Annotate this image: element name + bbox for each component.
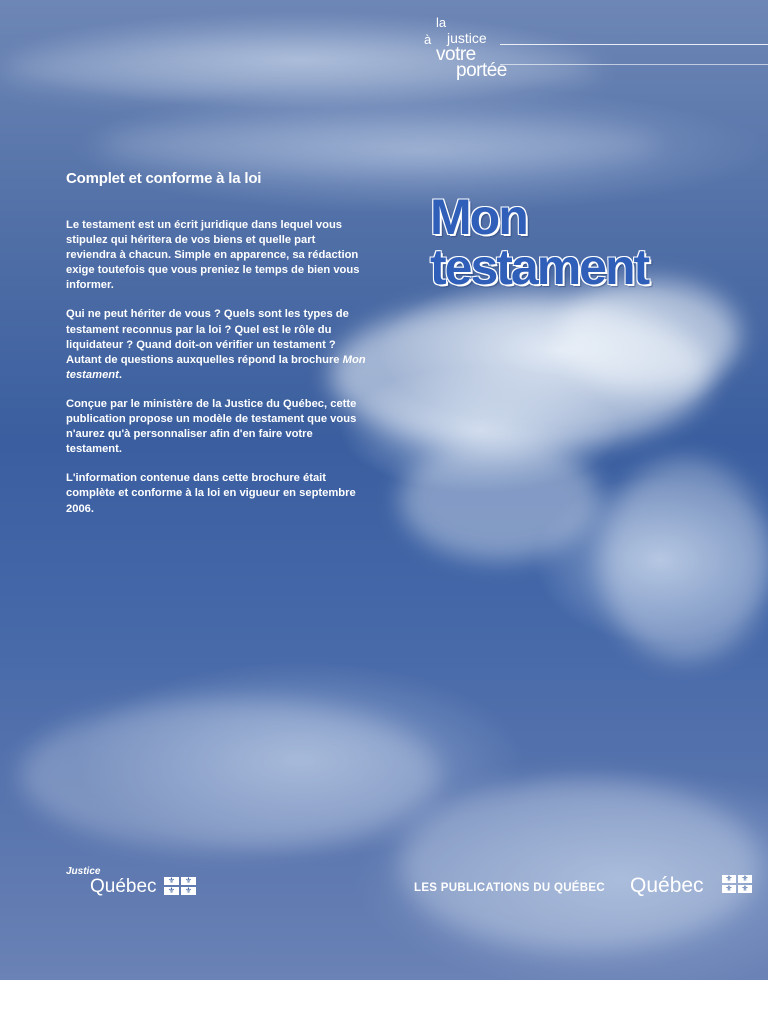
body-text	[66, 218, 366, 531]
fleur-de-lis-icon: ⚜	[722, 885, 736, 893]
title-line-2: testament	[430, 239, 649, 295]
fleur-de-lis-icon: ⚜	[164, 887, 179, 895]
paragraph-text: Qui ne peut hériter de vous ? Quels sont les types de testament reconnus par la loi ? Quel est le rôle du liquidateur ? Quand doit-on vérifier un testament ? Autant de questions auxquelles répond la brochure	[66, 308, 349, 366]
paragraph: L'information contenue dans cette brochure était complète et conforme à la loi en vigueur en septembre 2006.	[66, 472, 356, 515]
tagline-rule	[500, 64, 768, 65]
tagline-portee: portée	[456, 60, 507, 81]
fleur-de-lis-icon: ⚜	[738, 875, 752, 883]
cloud	[560, 280, 740, 390]
quebec-flag-icon	[164, 877, 196, 895]
title-line-1: Mon	[430, 189, 527, 245]
tagline-votre: votre	[436, 44, 476, 65]
document-title	[430, 189, 649, 295]
quebec-wordmark: Québec	[630, 874, 704, 897]
cloud	[100, 120, 660, 170]
cloud	[0, 40, 600, 100]
paragraph	[66, 307, 366, 382]
section-heading: Complet et conforme à la loi	[66, 170, 262, 187]
fleur-de-lis-icon: ⚜	[181, 887, 196, 895]
quebec-wordmark: Québec	[90, 876, 157, 897]
quebec-flag-icon	[722, 875, 752, 893]
fleur-de-lis-icon: ⚜	[181, 877, 196, 885]
publisher-name: LES PUBLICATIONS DU QUÉBEC	[414, 882, 605, 894]
fleur-de-lis-icon: ⚜	[738, 885, 752, 893]
cloud	[20, 700, 440, 850]
paragraph: Le testament est un écrit juridique dans lequel vous stipulez qui héritera de vos biens et quelle part reviendra à chacun. Simple en apparence, sa rédaction exige toutefois que vous preniez le temps de bien vous informer.	[66, 219, 360, 292]
fleur-de-lis-icon: ⚜	[722, 875, 736, 883]
justice-label: Justice	[66, 866, 101, 877]
tagline-rule	[500, 44, 768, 45]
fleur-de-lis-icon: ⚜	[164, 877, 179, 885]
paragraph: Conçue par le ministère de la Justice du Québec, cette publication propose un modèle de testament que vous n'aurez qu'à personnaliser afin d'en faire votre testament.	[66, 397, 357, 456]
tagline-a: à	[424, 32, 432, 47]
cloud	[400, 780, 760, 950]
brochure-title: Mon testament	[66, 353, 366, 381]
tagline-la: la	[436, 15, 447, 30]
tagline-justice: justice	[447, 30, 487, 46]
cloud	[600, 460, 768, 660]
paragraph-end: .	[118, 368, 122, 381]
cloud	[400, 440, 600, 560]
